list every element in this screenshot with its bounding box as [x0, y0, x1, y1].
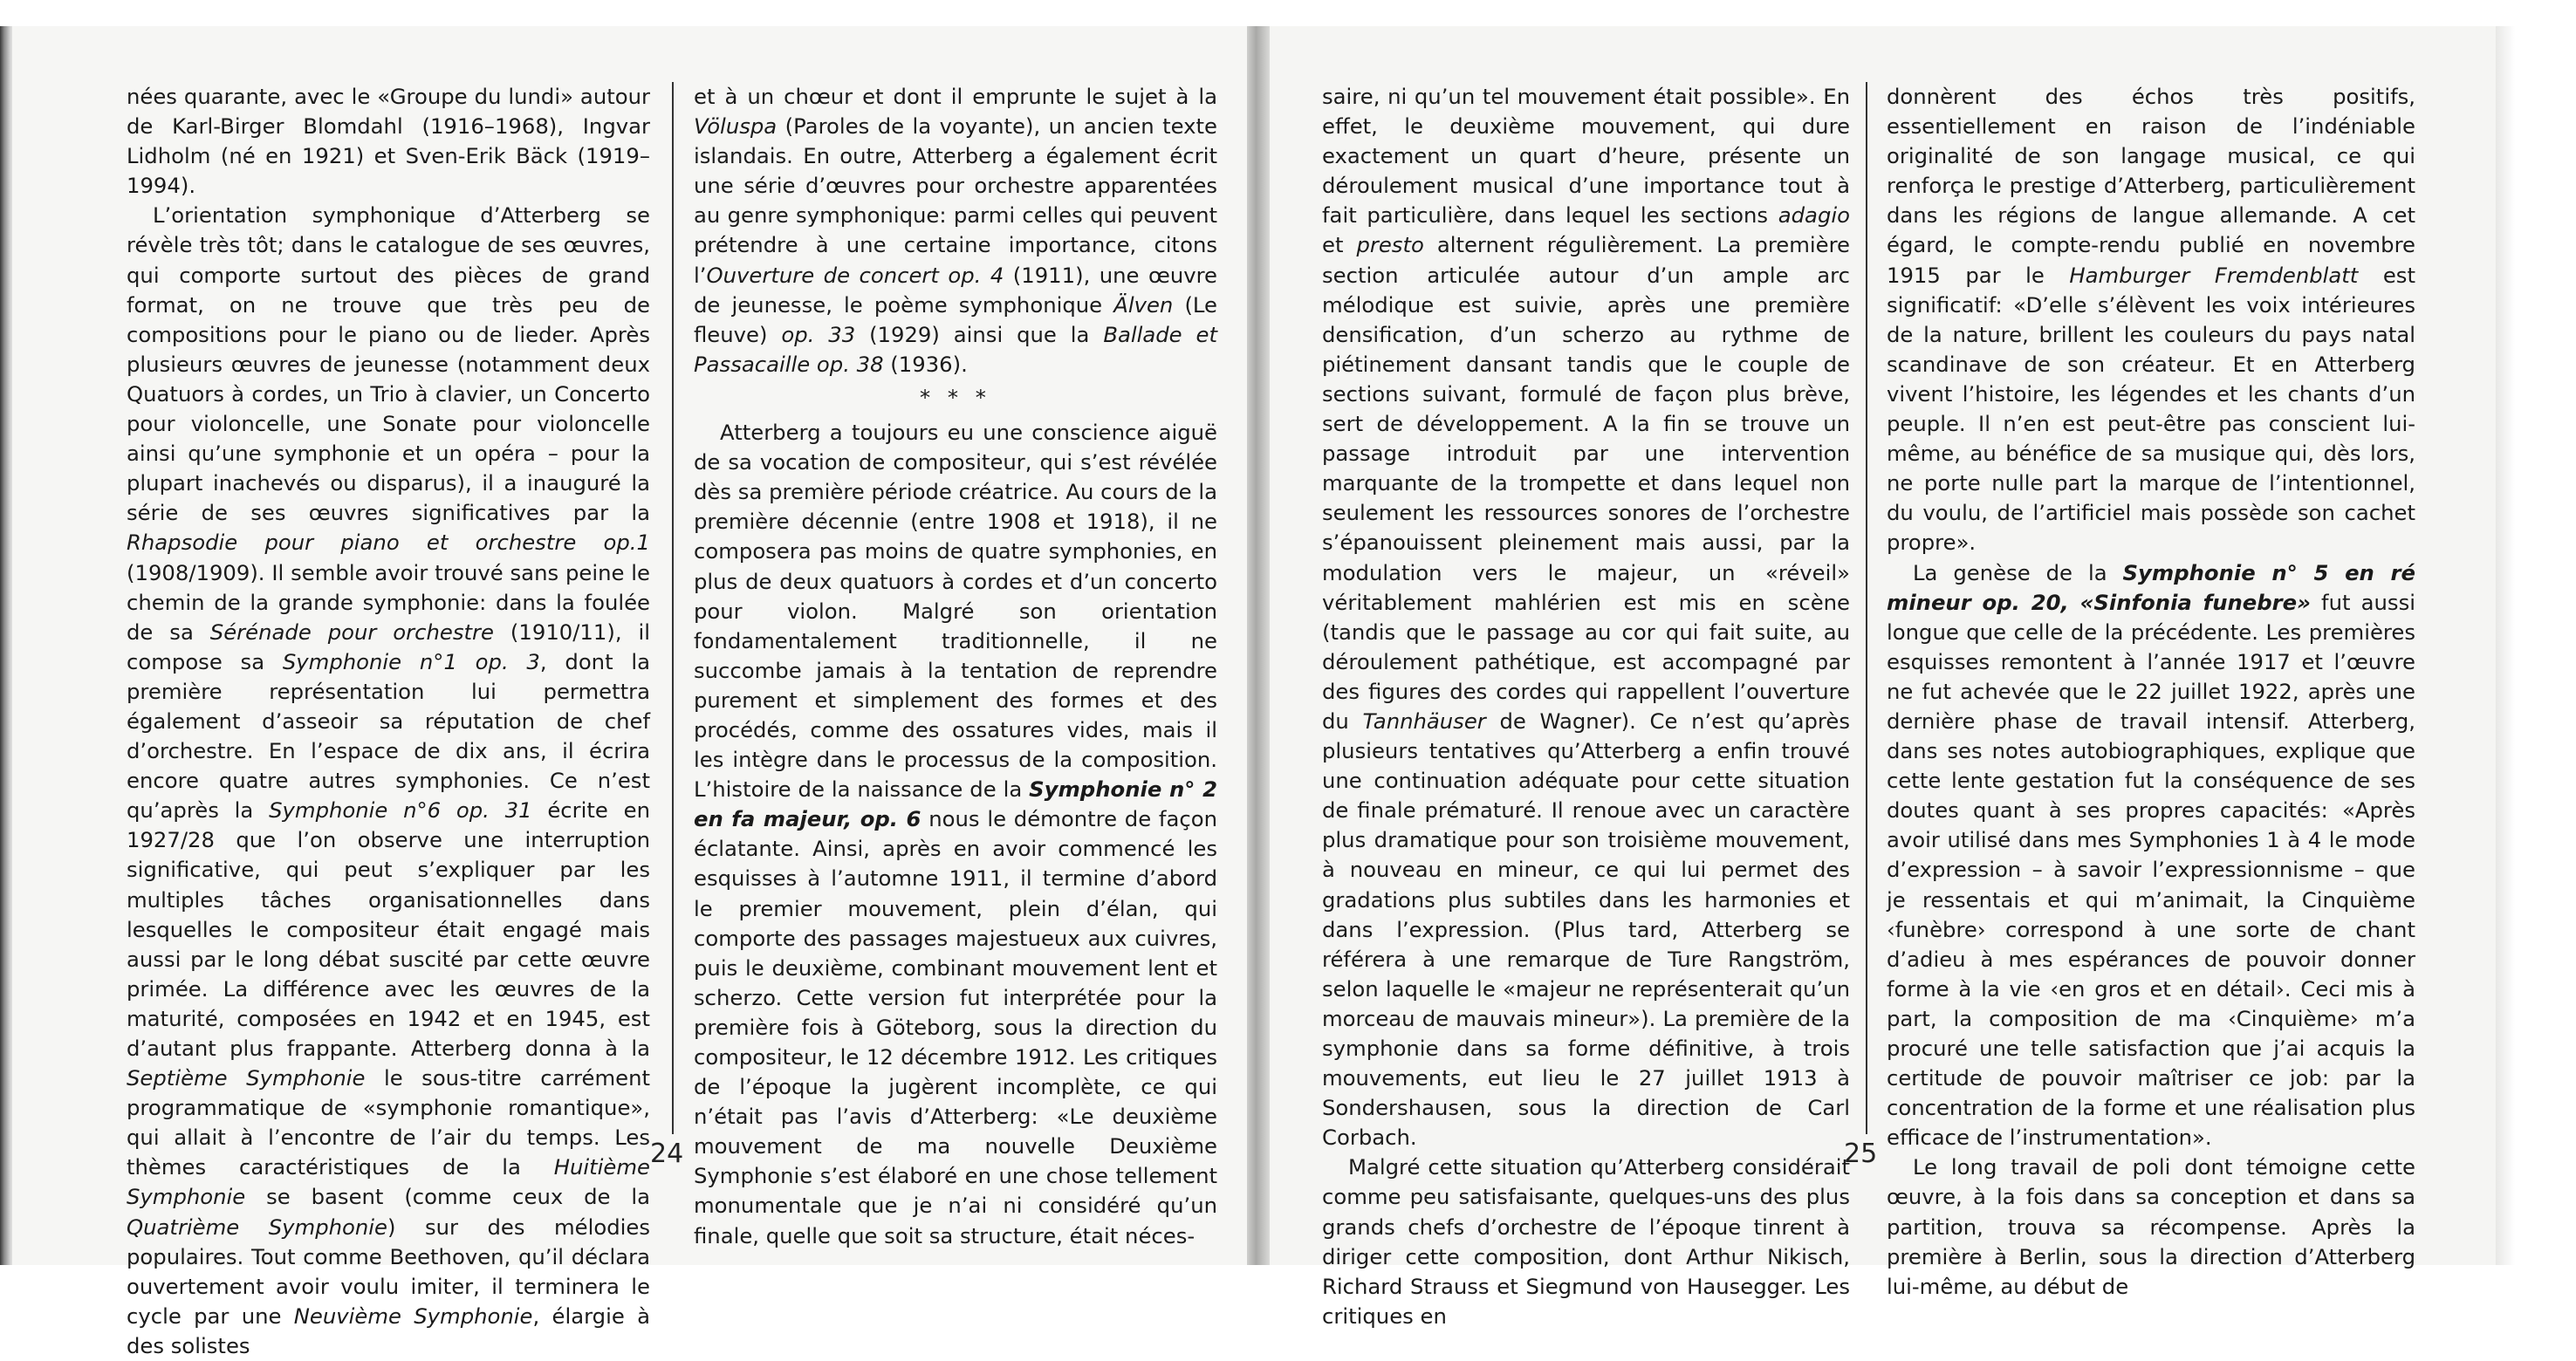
- italic-text: op. 33: [781, 321, 856, 347]
- center-gutter: [1247, 26, 1270, 1265]
- text-column-3: [1322, 82, 1850, 1329]
- paragraph: [1887, 82, 2415, 558]
- text-run: de Wagner). Ce n’est qu’après plusieurs tentatives qu’Atterberg a enfin trouvé une continuation adéquate pour cette situation de finale prématuré. Il renoue avec un caractère plus dramatique pour son troisième mouvement, à nouveau en mineur, ce qui lui permet des gradations plus subtiles dans les harmonies et dans l’expression. (Plus tard, Atterberg se référera à une remarque de Ture Rangström, selon laquelle le «majeur ne représenterait qu’un morceau de mauvais mineur»). La première de la symphonie dans sa forme définitive, à trois mouvements, eut lieu le 27 juillet 1913 à Sondershausen, sous la direction de Carl Corbach.: [1322, 708, 1850, 1151]
- text-run: fut aussi longue que celle de la précédente. Les premières esquisses remontent à l’année 1917 et l’œuvre ne fut achevée que le 22 juillet 1922, après une dernière phase de travail intensif. Atterberg, dans ses notes autobiographiques, explique que cette lente gestation fut la conséquence de ses doutes quant à ses propres capacités: «Après avoir utilisé dans mes Symphonies 1 à 4 le mode d’expression – à savoir l’expressionnisme – que je ressentais et qui m’animait, la Cinquième ‹funèbre› correspond à une sorte de chant d’adieu à mes espérances de pouvoir donner forme à la vie ‹en gros et en détail›. Ceci mis à part, la composition de ma ‹Cinquième› m’a procuré une telle satisfaction que j’ai acquis la certitude de pouvoir maîtriser ce job: par la concentration de la forme et une réalisation plus efficace de l’instrumentation».: [1887, 589, 2415, 1151]
- italic-text: Hamburger Fremdenblatt: [2069, 262, 2359, 288]
- text-run: * * *: [920, 384, 991, 410]
- column-rule-right: [1866, 82, 1867, 1134]
- section-separator: [694, 383, 1217, 413]
- paragraph: [1322, 1152, 1850, 1331]
- column-rule-left: [672, 82, 674, 1134]
- paragraph: [1887, 1152, 2415, 1301]
- text-run: ) sur des mélodies populaires. Tout comme Beethoven, qu’il déclara ouvertement avoir voulu imiter, il terminera le cycle par une: [127, 1214, 650, 1329]
- italic-text: Älven: [1113, 291, 1174, 318]
- italic-text: Septième Symphonie: [127, 1065, 366, 1091]
- text-run: (1936).: [883, 351, 968, 377]
- bold-work-title: Symphonie n° 5 en ré mineur op. 20, «Sinfonia funebre»: [1887, 559, 2415, 615]
- text-run: nous le démontre de façon éclatante. Ainsi, après en avoir commencé les esquisses à l’automne 1911, il termine d’abord le premier mouvement, plein d’élan, qui comporte des passages majestueux aux cuivres, puis le deuxième, combinant mouvement lent et scherzo. Cette version fut interprétée pour la première fois à Göteborg, sous la direction du compositeur, le 12 décembre 1912. Les critiques de l’époque la jugèrent incomplète, ce qui n’était pas l’avis d’Atterberg: «Le deuxième mouvement de ma nouvelle Deuxième Symphonie s’est élaboré en une chose tellement monumentale que je n’ai ni considéré qu’un finale, quelle que soit sa structure, était néces-: [694, 806, 1217, 1248]
- text-column-2: [694, 82, 1218, 1248]
- text-run: saire, ni qu’un tel mouvement était possible». En effet, le deuxième mouvement, qui dure exactement un quart d’heure, présente un déroulement musical d’une importance tout à fait particulière, dans lequel les sections: [1322, 84, 1850, 229]
- text-run: donnèrent des échos très positifs, essentiellement en raison de l’indéniable originalité de son langage musical, ce qui renforça le prestige d’Atterberg, particulièrement dans les régions de langue allemande. A cet égard, le compte-rendu publié en novembre 1915 par le: [1887, 84, 2415, 288]
- text-run: écrite en 1927/28 que l’on observe une interruption significative, qui peut s’expliquer par les multiples tâches organisationnelles dans lesquelles le compositeur était engagé mais aussi par le long débat suscité par cette œuvre primée. La différence avec les œuvres de la maturité, composées en 1942 et en 1945, est d’autant plus frappante. Atterberg donna à la: [127, 797, 650, 1061]
- italic-text: Völuspa: [694, 113, 778, 140]
- paragraph: [127, 201, 650, 1361]
- text-run: , dont la première représentation lui permettra également d’asseoir sa réputation de chef d’orchestre. En l’espace de dix ans, il écrira encore quatre autres symphonies. Ce n’est qu’après la: [127, 648, 651, 824]
- italic-text: Ballade et Passacaille op. 38: [694, 321, 1217, 377]
- text-run: L’orientation symphonique d’Atterberg se révèle très tôt; dans le catalogue de ses œuvres, qui comporte surtout des pièces de grand format, on ne trouve que très peu de compositions pour le piano ou de lieder. Après plusieurs œuvres de jeunesse (notamment deux Quatuors à cordes, un Trio à clavier, un Concerto pour violoncelle, une Sonate pour violoncelle ainsi qu’une symphonie et un opéra – pour la plupart inachevés ou disparus), il a inauguré la série de ses œuvres significatives par la: [127, 202, 650, 526]
- text-run: (1908/1909). Il semble avoir trouvé sans peine le chemin de la grande symphonie: dans la foulée de sa: [127, 559, 650, 645]
- text-run: (1910/11), il compose sa: [127, 619, 650, 674]
- text-run: Malgré cette situation qu’Atterberg considérait comme peu satisfaisante, quelques-uns des plus grands chefs d’orchestre de l’époque tinrent à diriger cette composition, dont Arthur Nikisch, Richard Strauss et Siegmund von Hausegger. Les critiques en: [1322, 1154, 1850, 1329]
- right-page-edge: [2496, 26, 2515, 1265]
- text-run: (1929) ainsi que la: [855, 321, 1104, 347]
- italic-text: Sérénade pour orchestre: [209, 619, 494, 645]
- italic-text: adagio: [1778, 202, 1850, 229]
- italic-text: Rhapsodie pour piano et orchestre op.1: [127, 530, 650, 556]
- paragraph: [694, 82, 1217, 380]
- text-run: nées quarante, avec le «Groupe du lundi» autour de Karl-Birger Blomdahl (1916–1968), Ingvar Lidholm (né en 1921) et Sven-Erik Bäck (1919–1994).: [127, 84, 650, 199]
- text-run: est significatif: «D’elle s’élèvent les voix intérieures de la nature, brillent les couleurs du pays natal scandinave de son créateur. Et en Atterberg vivent l’histoire, les légendes et les chants d’un peuple. Il n’en est peut-être pas conscient lui-même, au bénéfice de sa musique qui, dès lors, ne porte nulle part la marque de l’intentionnel, du voulu, de l’artificiel mais possède son cachet propre».: [1887, 262, 2415, 556]
- text-run: Atterberg a toujours eu une conscience aiguë de sa vocation de compositeur, qui s’est révélée dès sa première période créatrice. Au cours de la première décennie (entre 1908 et 1918), il ne composera pas moins de quatre symphonies, en plus de deux quatuors à cordes et d’un concerto pour violon. Malgré son orientation fondamentalement traditionnelle, il ne succombe jamais à la tentation de reprendre purement et simplement des formes et des procédés, comme des ossatures vides, mais il les intègre dans le processus de la composition. L’histoire de la naissance de la: [694, 420, 1217, 803]
- page-number-right: 25: [1844, 1139, 1878, 1169]
- paragraph: [1887, 558, 2415, 1153]
- italic-text: presto: [1356, 232, 1424, 258]
- paragraph: [127, 82, 650, 201]
- text-run: Le long travail de poli dont témoigne cette œuvre, à la fois dans sa conception et dans sa partition, trouva sa récompense. Après la première à Berlin, sous la direction d’Atterberg lui-même, au début de: [1887, 1154, 2415, 1299]
- text-run: , élargie à des solistes: [127, 1303, 650, 1358]
- text-run: La genèse de la: [1913, 559, 2123, 585]
- text-run: (Paroles de la voyante), un ancien texte islandais. En outre, Atterberg a également écrit une série d’œuvres pour orchestre apparentées au genre symphonique: parmi celles qui peuvent prétendre à une certaine importance, citons l’: [694, 113, 1217, 288]
- paragraph: [694, 418, 1217, 1251]
- italic-text: Symphonie n°1 op. 3: [282, 648, 540, 674]
- italic-text: Huitième Symphonie: [127, 1154, 650, 1210]
- text-column-4: [1887, 82, 2415, 1299]
- text-run: et à un chœur et dont il emprunte le sujet à la: [694, 84, 1217, 109]
- text-run: (1911), une œuvre de jeunesse, le poème symphonique: [694, 262, 1218, 318]
- italic-text: Ouverture de concert op. 4: [706, 262, 1004, 288]
- text-run: et: [1322, 232, 1357, 258]
- italic-text: Symphonie n°6 op. 31: [269, 797, 532, 824]
- bold-work-title: Symphonie n° 2 en fa majeur, op. 6: [694, 776, 1217, 832]
- text-run: le sous-titre carrément programmatique de «symphonie romantique», qui allait à l’encontre de l’air du temps. Les thèmes caractéristiques de la: [127, 1065, 650, 1180]
- text-column-1: [127, 82, 651, 1358]
- paragraph: [1322, 82, 1850, 1152]
- text-run: (Le fleuve): [694, 291, 1217, 347]
- italic-text: Quatrième Symphonie: [127, 1214, 387, 1240]
- text-run: se basent (comme ceux de la: [245, 1184, 650, 1210]
- italic-text: Neuvième Symphonie: [293, 1303, 533, 1329]
- text-run: alternent régulièrement. La première section articulée autour d’un ample arc mélodique est suivie, après une première densification, d’un scherzo au rythme de piétinement dansant tandis que le couple de sections suivant, formulé de façon plus brève, sert de développement. A la fin se trouve un passage introduit par une intervention marquante de la trompette et dans lequel non seulement les ressources sonores de l’orchestre s’épanouissent pleinement mais aussi, par la modulation vers le majeur, un «réveil» véritablement mahlérien est mis en scène (tandis que le passage au cor qui fait suite, au déroulement pathétique, est accompagné par des figures des cordes qui rappellent l’ouverture du: [1322, 232, 1850, 734]
- page-number-left: 24: [650, 1139, 684, 1169]
- italic-text: Tannhäuser: [1362, 708, 1486, 734]
